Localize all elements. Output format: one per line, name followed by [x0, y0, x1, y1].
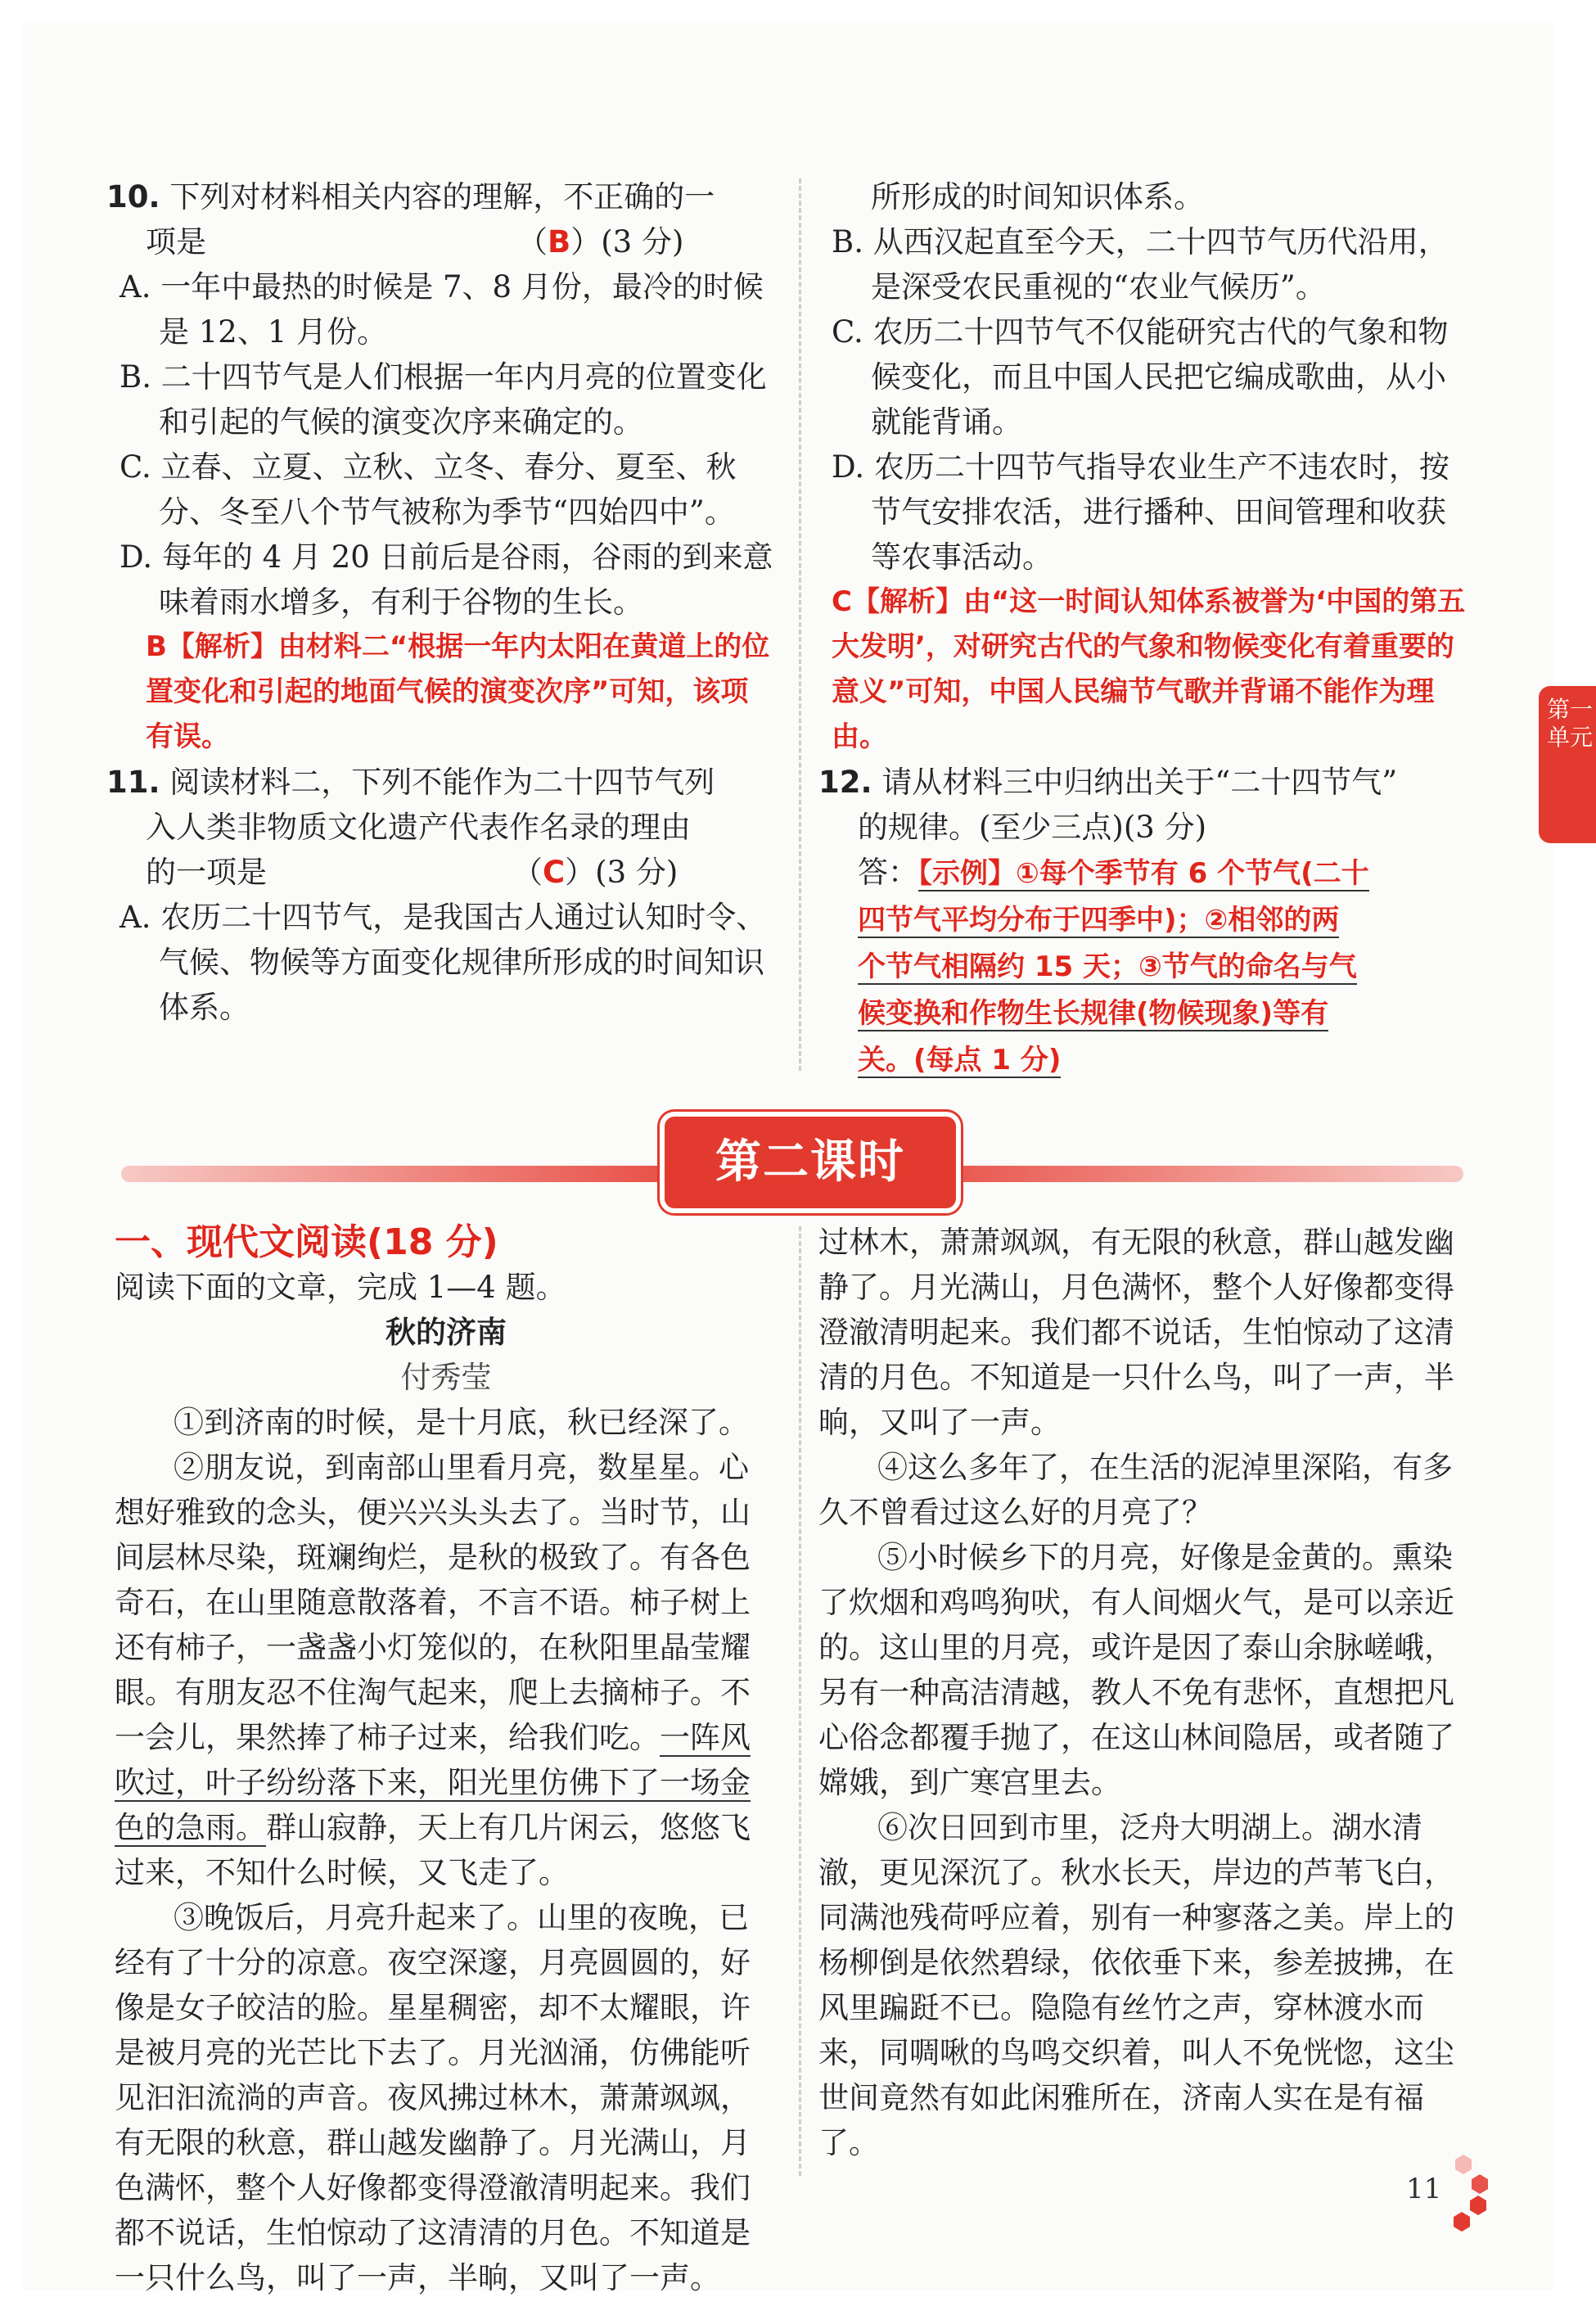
q12-answer-line3: 个节气相隔约 15 天；③节气的命名与气 [858, 950, 1357, 983]
q11-option-b: B. 从西汉起直至今天，二十四节气历代沿用，是深受农民重视的“农业气候历”。 [832, 224, 1449, 305]
q11-analysis: C【解析】由“这一时间认知体系被誉为‘中国的第五大发明’，对研究古代的气象和物候变化有着重要的意义”可知，中国人民编节气歌并背诵不能作为理由。 [832, 585, 1466, 753]
q12-answer-line5: 关。(每点 1 分) [858, 1044, 1062, 1077]
q11-option-a: A. 农历二十四节气，是我国古人通过认知时令、气候、物候等方面变化规律所形成的时间知识体系。 [119, 900, 767, 1025]
q10-option-b: B. 二十四节气是人们根据一年内月亮的位置变化和引起的气候的演变次序来确定的。 [119, 359, 767, 440]
unit-side-tab: 第一单元 [1539, 686, 1596, 843]
underlined-sentence: 一阵风吹过，叶子纷纷落下来，阳光里仿佛下了一场金色的急雨。 [115, 1720, 751, 1845]
paragraph-3-continued: 过林木，萧萧飒飒，有无限的秋意，群山越发幽静了。月光满山，月色满怀，整个人好像都变得澄澈清明起来。我们都不说话，生怕惊动了这清清的月色。不知道是一只什么鸟，叫了一声，半晌，又叫了一声。 [818, 1225, 1454, 1440]
q11-option-c: C. 农历二十四节气不仅能研究古代的气象和物候变化，而且中国人民把它编成歌曲，从小就能背诵。 [832, 314, 1449, 440]
q12-answer-line2: 四节气平均分布于四季中)；②相邻的两 [858, 904, 1340, 937]
paragraph-1: ①到济南的时候，是十月底，秋已经深了。 [174, 1405, 749, 1440]
q11-stem-line2: 入人类非物质文化遗产代表作名录的理由 [146, 810, 691, 845]
q12-number: 12. [818, 765, 872, 800]
page [23, 23, 1594, 2295]
q11-number: 11. [106, 765, 160, 800]
q11-answer: C [543, 855, 566, 890]
paragraph-2: ②朋友说，到南部山里看月亮，数星星。心想好雅致的念头，便兴兴头头去了。当时节，山间层林尽染，斑斓绚烂，是秋的极致了。有各色奇石，在山里随意散落着，不言不语。柿子树上还有柿子，一盏盏小灯笼似的，在秋阳里晶莹耀眼。有朋友忍不住淘气起来，爬上去摘柿子。不一会儿，果然捧了柿子过来，给我们吃。一阵风吹过，叶子纷纷落下来，阳光里仿佛下了一场金色的急雨。群山寂静，天上有几片闲云，悠悠飞过来，不知什么时候，又飞走了。 [115, 1450, 751, 1890]
article-title: 秋的济南 [385, 1314, 507, 1350]
section-title: 一、现代文阅读(18 分) [115, 1221, 498, 1263]
hexagon-decoration-icon [1431, 2151, 1488, 2241]
paragraph-6: ⑥次日回到市里，泛舟大明湖上。湖水清澈，更见深沉了。秋水长天，岸边的芦苇飞白，同满池残荷呼应着，别有一种寥落之美。岸上的杨柳倒是依然碧绿，依依垂下来，参差披拂，在风里蹁跹不已。隐隐有丝竹之声，穿林渡水而来，同啁啾的鸟鸣交织着，叫人不免恍惚，这尘世间竟然有如此闲雅所在，济南人实在是有福了。 [818, 1810, 1454, 2160]
q12-stem-line2: 的规律。(至少三点)(3 分) [858, 810, 1207, 845]
section-instruction: 阅读下面的文章，完成 1—4 题。 [115, 1270, 566, 1305]
q10-answer: B [548, 224, 571, 260]
column-divider-top [799, 178, 801, 1071]
column-divider-bottom [799, 1226, 801, 2176]
paragraph-3: ③晚饭后，月亮升起来了。山里的夜晚，已经有了十分的凉意。夜空深邃，月亮圆圆的，好像是女子皎洁的脸。星星稠密，却不太耀眼，许是被月亮的光芒比下去了。月光汹涌，仿佛能听见汩汩流淌的声音。夜风拂过林木，萧萧飒飒，有无限的秋意，群山越发幽静了。月光满山，月色满怀，整个人好像都变得澄澈清明起来。我们都不说话，生怕惊动了这清清的月色。不知道是一只什么鸟，叫了一声，半晌，又叫了一声。 [115, 1900, 751, 2295]
q10-analysis: B【解析】由材料二“根据一年内太阳在黄道上的位置变化和引起的地面气候的演变次序”可知，该项有误。 [146, 630, 770, 753]
q12-answer-line4: 候变换和作物生长规律(物候现象)等有 [858, 997, 1329, 1030]
q12-answer-line1: 答：【示例】①每个季节有 6 个节气(二十 [858, 855, 1369, 890]
page-number: 11 [1406, 2173, 1442, 2205]
q10-option-a: A. 一年中最热的时候是 7、8 月份，最冷的时候是 12、1 月份。 [119, 269, 764, 350]
q11-option-d: D. 农历二十四节气指导农业生产不违农时，按节气安排农活，进行播种、田间管理和收获等农事活动。 [832, 449, 1449, 575]
paragraph-4: ④这么多年了，在生活的泥淖里深陷，有多久不曾看过这么好的月亮了？ [818, 1450, 1453, 1530]
left-bottom-column [115, 1220, 778, 2295]
paragraph-5: ⑤小时候乡下的月亮，好像是金黄的。熏染了炊烟和鸡鸣狗吠，有人间烟火气，是可以亲近的。这山里的月亮，或许是因了泰山余脉嵯峨，另有一种高洁清越，教人不免有悲怀，直想把凡心俗念都覆手抛了，在这山林间隐居，或者随了嫦娥，到广寒宫里去。 [818, 1540, 1454, 1800]
q10-option-d: D. 每年的 4 月 20 日前后是谷雨，谷雨的到来意味着雨水增多，有利于谷物的生长。 [119, 539, 773, 620]
q11-stem-line1: 11. 阅读材料二，下列不能作为二十四节气列 [106, 765, 715, 800]
right-top-column [818, 174, 1473, 1083]
left-top-column [106, 174, 773, 1025]
q11-stem-line3: 的一项是 （C）(3 分) [146, 855, 679, 890]
q10-option-c: C. 立春、立夏、立秋、立冬、春分、夏至、秋分、冬至八个节气被称为季节“四始四中”。 [119, 449, 737, 530]
q10-stem-line1: 10. 下列对材料相关内容的理解，不正确的一 [106, 179, 715, 214]
q10-number: 10. [106, 179, 160, 214]
q12-stem-line1: 12. 请从材料三中归纳出关于“二十四节气” [818, 765, 1398, 800]
lesson-banner: 第二课时 [660, 1112, 961, 1213]
q11-option-a-continued: 所形成的时间知识体系。 [871, 179, 1204, 214]
article-author: 付秀莹 [400, 1360, 492, 1395]
q10-stem-line2: 项是 （B）(3 分) [146, 224, 684, 260]
right-bottom-column [818, 1220, 1473, 2165]
